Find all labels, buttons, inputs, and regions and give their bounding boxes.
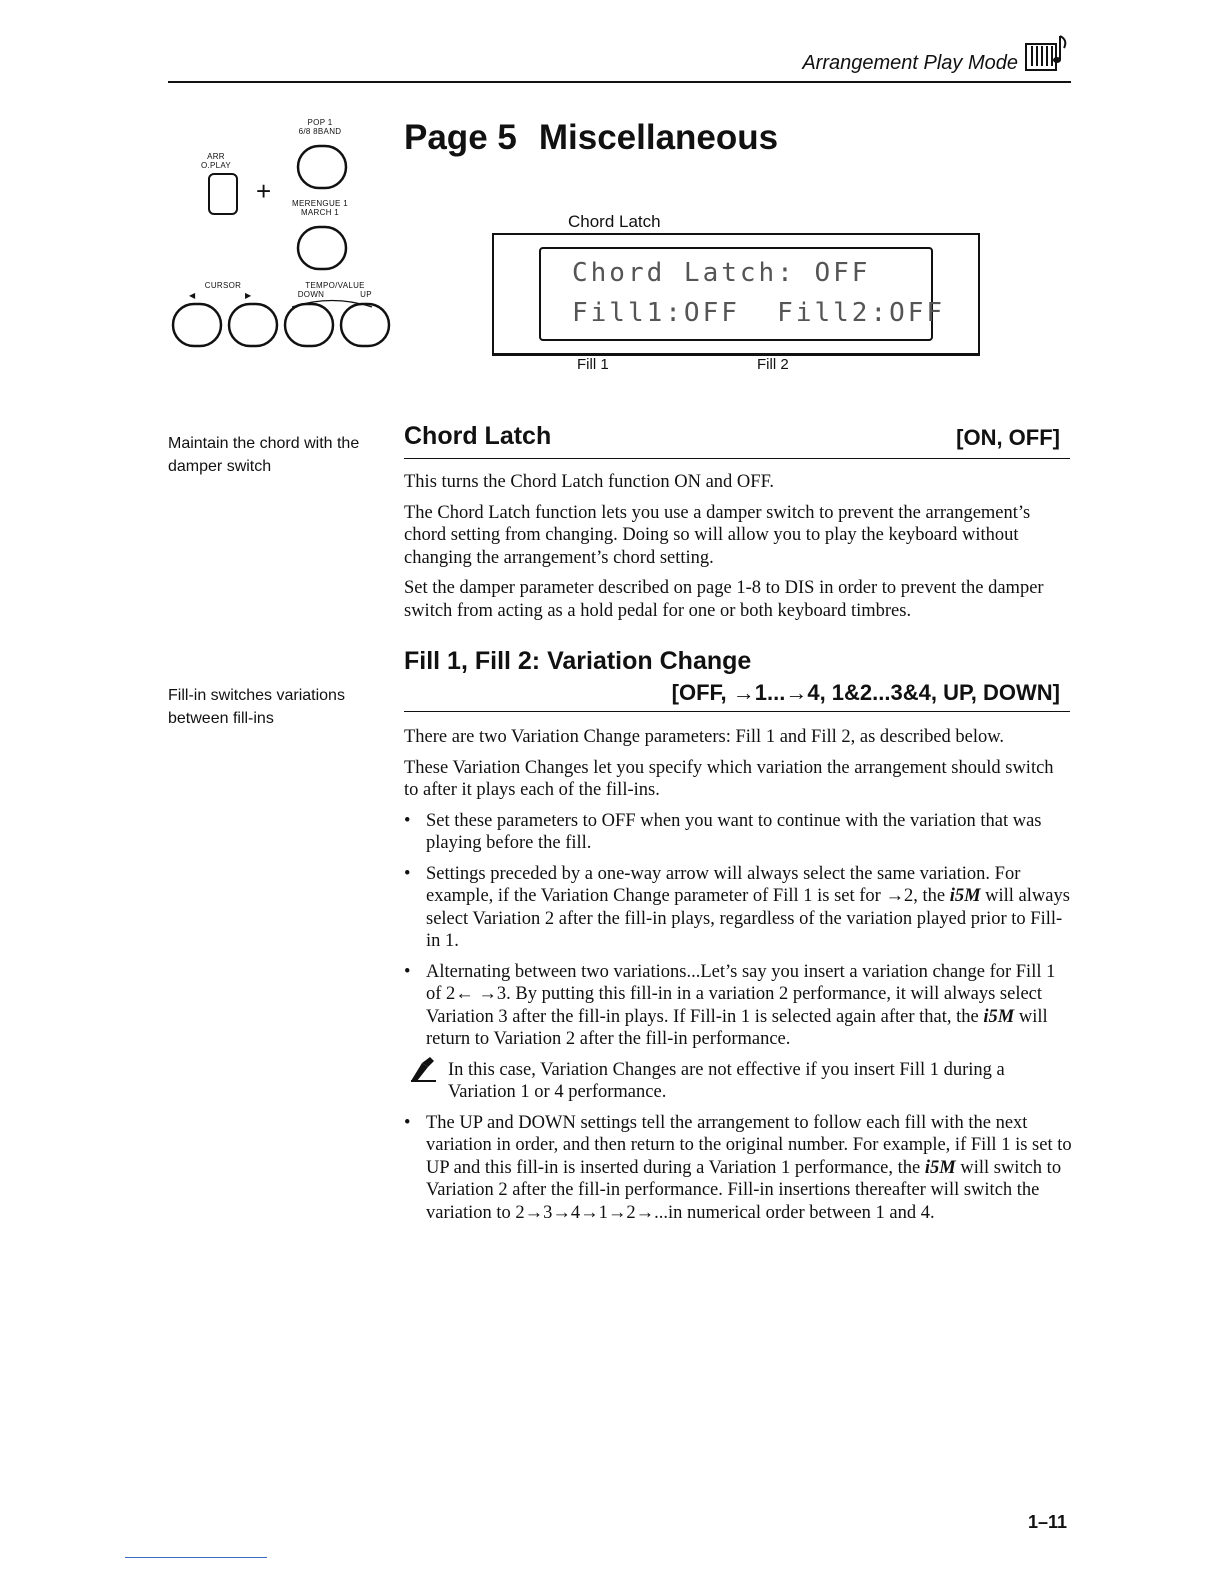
down-label: DOWN: [297, 290, 325, 299]
chord-latch-range: [ON, OFF]: [956, 425, 1060, 450]
cursor-label: CURSOR: [204, 281, 242, 290]
fill2-caption: Fill 2: [757, 356, 789, 373]
value-down-button[interactable]: [282, 301, 338, 351]
paragraph: These Variation Changes let you specify which variation the arrangement should switch to after it plays each of the fill-ins.: [404, 757, 1054, 800]
paragraph: Set the damper parameter described on page 1-8 to DIS in order to prevent the damper switch from acting as a hold pedal for one or both keyboard timbres.: [404, 578, 1044, 621]
running-header: Arrangement Play Mode: [802, 52, 1018, 74]
header-rule: [168, 81, 1071, 83]
keyboard-note-icon: [1024, 30, 1072, 79]
fill-heading: Fill 1, Fill 2: Variation Change: [404, 647, 752, 675]
fill-body: [404, 726, 1072, 1232]
page-title: Page 5 Miscellaneous: [404, 118, 779, 157]
bullet-up-down: • The UP and DOWN settings tell the arrangement to follow each fill with the next variation in order, and then return to the original number. For example, if Fill 1 is set to UP and this fill-in is inserted during a Variation 1 performance, the i5M will switch to Variation 2 after the fill-in performance. Fill-in insertions thereafter will switch the variation to 2→3→4→1→2→...in numerical order between 1 and 4.: [404, 1112, 1072, 1223]
paragraph: There are two Variation Change parameters: Fill 1 and Fill 2, as described below.: [404, 727, 1005, 747]
bullet-one-way: • Settings preceded by a one-way arrow will always select the same variation. For example, if the Variation Change parameter of Fill 1 is set for →2, the i5M will always select Variation 2 after the fill-in plays, regardless of the variation played prior to Fill-in 1.: [404, 863, 1070, 951]
margin-note-fill-in: Fill-in switches variations between fill-ins: [168, 687, 345, 727]
value-up-button[interactable]: [338, 301, 394, 351]
footer-rule: [125, 1557, 267, 1558]
cursor-left-icon: ◀: [189, 291, 196, 300]
paragraph: This turns the Chord Latch function ON and OFF.: [404, 472, 775, 492]
lcd-line-2: Fill1:OFF Fill2:OFF: [572, 298, 946, 328]
fill-range-row: [404, 680, 1070, 708]
merengue-label: MERENGUE 1 MARCH 1: [292, 199, 348, 217]
caution-pen-icon: [408, 1057, 442, 1083]
fill-rule: [404, 711, 1070, 712]
cursor-right-icon: ▶: [245, 291, 252, 300]
arr-play-label: ARR O.PLAY: [200, 152, 232, 170]
lcd-line-1: Chord Latch: OFF: [572, 258, 871, 288]
pop-label: POP 1 6/8 8BAND: [298, 118, 342, 136]
chord-latch-heading: Chord Latch [ON, OFF]: [404, 422, 1060, 450]
chord-latch-body: [404, 471, 1072, 630]
page-number: 1–11: [1028, 1512, 1068, 1532]
fill-range: [OFF, →1...→4, 1&2...3&4, UP, DOWN]: [671, 680, 1060, 705]
plus-sign: +: [256, 176, 272, 206]
bullet-alternating: • Alternating between two variations...Let’s say you insert a variation change for Fill 1 of 2← →3. By putting this fill-in in a variation 2 performance, it will always select Variation 3 after the fill-in plays. If Fill-in 1 is selected again after that, the i5M will return to Variation 2 after the fill-in performance.: [404, 961, 1056, 1049]
tempo-value-label: TEMPO/VALUE: [305, 281, 365, 290]
bullet-off: • Set these parameters to OFF when you want to continue with the variation that was playing before the fill.: [404, 810, 1042, 853]
lcd-caption: Chord Latch: [568, 212, 661, 231]
pop-button[interactable]: [295, 143, 351, 193]
chord-latch-rule: [404, 458, 1070, 459]
cursor-right-button[interactable]: [226, 301, 282, 351]
cursor-left-button[interactable]: [170, 301, 226, 351]
up-label: UP: [360, 290, 372, 299]
fill1-caption: Fill 1: [577, 356, 609, 373]
arr-play-button[interactable]: [208, 173, 238, 215]
merengue-button[interactable]: [295, 224, 351, 274]
caution-note: In this case, Variation Changes are not effective if you insert Fill 1 during a Variation 1 or 4 performance.: [404, 1059, 1072, 1104]
paragraph: The Chord Latch function lets you use a damper switch to prevent the arrangement’s chord setting from changing. Doing so will allow you to play the keyboard without changing the arrangement’s chord setting.: [404, 502, 1031, 568]
margin-note-chord-latch: Maintain the chord with the damper switch: [168, 435, 360, 475]
